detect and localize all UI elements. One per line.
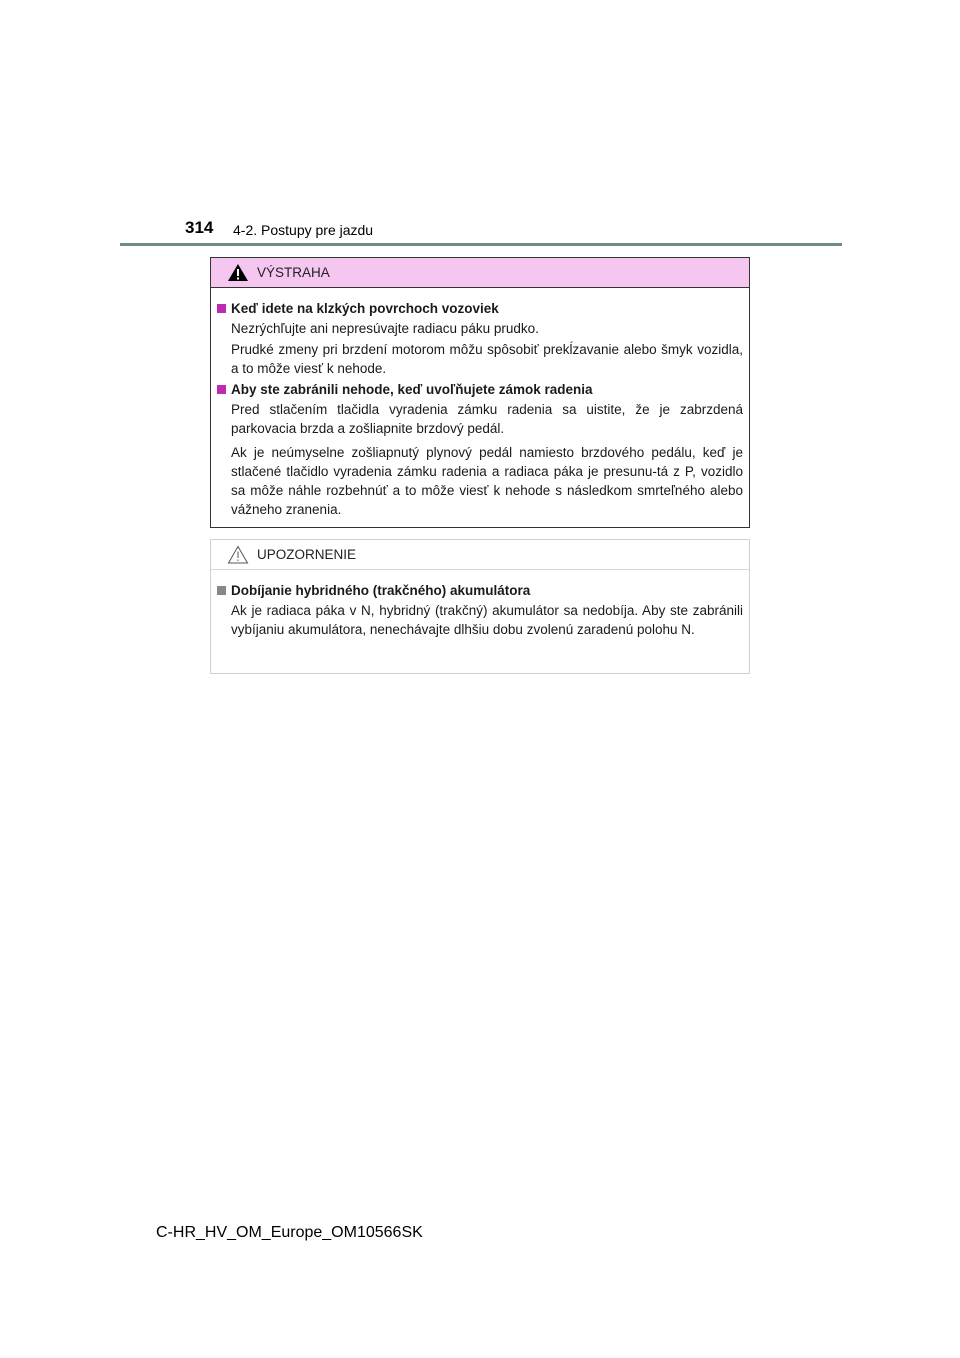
page-number: 314 <box>185 218 214 237</box>
warning-body <box>211 288 749 519</box>
warning-item-heading <box>217 380 743 399</box>
paragraph: Ak je neúmyselne zošliapnutý plynový pedál namiesto brzdového pedálu, keď je stlačené tlačidlo vyradenia zámku radenia a radiaca páka je presunu-tá z P, vozidlo sa môže náhle rozbehnúť a to môže viesť k nehode s následkom smrteľného alebo vážneho zranenia. <box>231 445 743 517</box>
heading-text: Keď idete na klzkých povrchoch vozoviek <box>231 301 499 316</box>
heading-text: Dobíjanie hybridného (trakčného) akumulátora <box>231 583 531 598</box>
square-bullet-icon <box>217 586 226 595</box>
section-title: 4-2. Postupy pre jazdu <box>233 222 374 238</box>
caution-body <box>211 570 749 639</box>
square-bullet-icon <box>217 385 226 394</box>
warning-title: VÝSTRAHA <box>257 265 330 280</box>
paragraph: Pred stlačením tlačidla vyradenia zámku radenia sa uistite, že je zabrzdená parkovacia brzda a zošliapnite brzdový pedál. <box>231 402 743 436</box>
caution-title: UPOZORNENIE <box>257 547 357 562</box>
warning-item-heading <box>217 299 743 318</box>
warning-header <box>211 258 749 288</box>
caution-box <box>210 539 750 674</box>
header-rule <box>120 243 842 246</box>
document-code: C-HR_HV_OM_Europe_OM10566SK <box>156 1224 423 1241</box>
paragraph: Nezrýchľujte ani nepresúvajte radiacu páku prudko. <box>231 321 539 336</box>
caution-header <box>211 540 749 570</box>
square-bullet-icon <box>217 304 226 313</box>
heading-text: Aby ste zabránili nehode, keď uvoľňujete zámok radenia <box>231 382 593 397</box>
paragraph: Prudké zmeny pri brzdení motorom môžu spôsobiť prekĺzavanie alebo šmyk vozidla, a to môže viesť k nehode. <box>231 342 743 376</box>
paragraph: Ak je radiaca páka v N, hybridný (trakčný) akumulátor sa nedobíja. Aby ste zabránili vybíjaniu akumulátora, nenechávajte dlhšiu dobu zvolenú zaradenú polohu N. <box>231 603 743 637</box>
warning-box <box>210 257 750 528</box>
caution-item-heading <box>217 581 743 600</box>
warning-triangle-filled-icon <box>227 263 249 282</box>
warning-triangle-outline-icon <box>227 545 249 564</box>
